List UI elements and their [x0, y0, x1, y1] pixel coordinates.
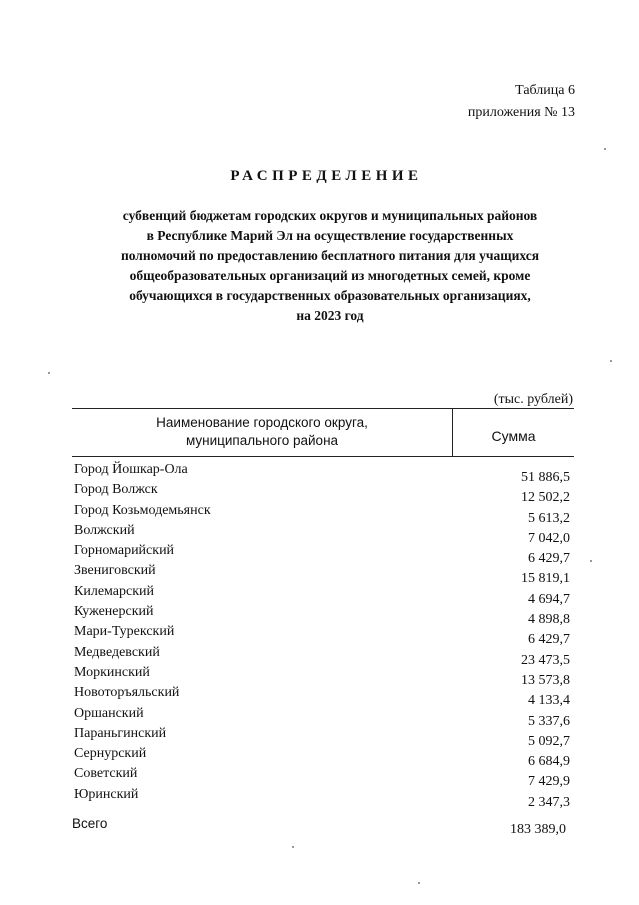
subtitle-line: субвенций бюджетам городских округов и муниципальных районов — [122, 208, 538, 223]
scan-speck — [604, 148, 606, 150]
subtitle-line: общеобразовательных организаций из многодетных семей, кроме — [129, 268, 531, 283]
table-row — [72, 543, 574, 567]
row-name: Мари-Турекский — [74, 624, 175, 640]
row-name: Оршанский — [74, 705, 144, 721]
scan-speck — [610, 360, 612, 362]
row-value: 4 898,8 — [528, 612, 570, 628]
document-title: РАСПРЕДЕЛЕНИЕ — [230, 168, 423, 184]
row-value: 6 429,7 — [528, 551, 570, 567]
row-name: Куженерский — [74, 604, 154, 620]
scan-speck — [48, 372, 50, 374]
total-value: 183 389,0 — [510, 822, 566, 837]
row-name: Советский — [74, 766, 138, 782]
row-value: 12 502,2 — [521, 490, 570, 506]
row-value: 2 347,3 — [528, 794, 570, 810]
table-row — [72, 583, 574, 607]
scan-speck — [590, 560, 592, 562]
row-name: Звениговский — [74, 563, 156, 579]
table-total-row — [72, 816, 574, 840]
row-value: 6 429,7 — [528, 632, 570, 648]
table-row — [72, 482, 574, 506]
subtitle-line: обучающихся в государственных образовательных организациях, — [129, 288, 531, 303]
row-name: Город Волжск — [74, 482, 158, 498]
table-header-bottom-rule — [72, 456, 574, 457]
table-row — [72, 644, 574, 668]
subtitle-line: на 2023 год — [296, 308, 364, 323]
subtitle-line: полномочий по предоставлению бесплатного питания для учащихся — [120, 248, 540, 263]
row-value: 15 819,1 — [521, 571, 570, 587]
row-value: 5 613,2 — [528, 510, 570, 526]
appendix-annex-number: приложения № 13 — [467, 105, 575, 120]
table-row — [72, 786, 574, 810]
row-name: Новоторъяльский — [74, 685, 180, 701]
column-header-name — [72, 414, 452, 450]
row-name: Горномарийский — [74, 543, 175, 559]
table-row — [72, 725, 574, 749]
row-name: Моркинский — [74, 664, 150, 680]
table-row — [72, 502, 574, 526]
table-row — [72, 563, 574, 587]
table-body — [72, 462, 574, 810]
row-name: Килемарский — [74, 583, 155, 599]
document-subtitle — [80, 206, 580, 326]
table-row — [72, 624, 574, 648]
row-name: Юринский — [74, 786, 139, 802]
row-value: 5 337,6 — [528, 713, 570, 729]
row-name: Город Йошкар-Ола — [74, 462, 188, 477]
row-name: Город Козьмодемьянск — [74, 502, 211, 518]
subtitle-line: в Республике Марий Эл на осуществление государственных — [146, 228, 514, 243]
row-value: 7 042,0 — [528, 530, 570, 546]
scan-speck — [292, 846, 294, 848]
row-value: 13 573,8 — [521, 672, 570, 688]
row-value: 23 473,5 — [521, 652, 570, 668]
appendix-reference — [468, 80, 575, 124]
table-row — [72, 705, 574, 729]
row-value: 4 694,7 — [528, 591, 570, 607]
units-label: (тыс. рублей) — [493, 392, 573, 407]
row-name: Медведевский — [74, 644, 160, 660]
table-row — [72, 685, 574, 709]
row-name: Волжский — [74, 522, 135, 538]
table-header-top-rule — [72, 408, 574, 409]
table-row — [72, 766, 574, 790]
table-row — [72, 604, 574, 628]
table-row — [72, 664, 574, 688]
table-row — [72, 462, 574, 485]
row-value: 5 092,7 — [528, 733, 570, 749]
column-header-sum: Сумма — [491, 428, 536, 444]
column-header-name-line: Наименование городского округа, — [156, 415, 368, 430]
row-name: Сернурский — [74, 746, 147, 762]
row-value: 4 133,4 — [528, 693, 570, 709]
table-row — [72, 746, 574, 770]
total-label: Всего — [72, 816, 108, 831]
row-value: 6 684,9 — [528, 754, 570, 770]
appendix-table-number: Таблица 6 — [515, 83, 575, 98]
row-value: 7 429,9 — [528, 774, 570, 790]
scan-speck — [418, 882, 420, 884]
table-row — [72, 522, 574, 546]
row-value: 51 886,5 — [521, 470, 570, 485]
row-name: Параньгинский — [74, 725, 167, 741]
column-header-name-line: муниципального района — [185, 433, 339, 448]
